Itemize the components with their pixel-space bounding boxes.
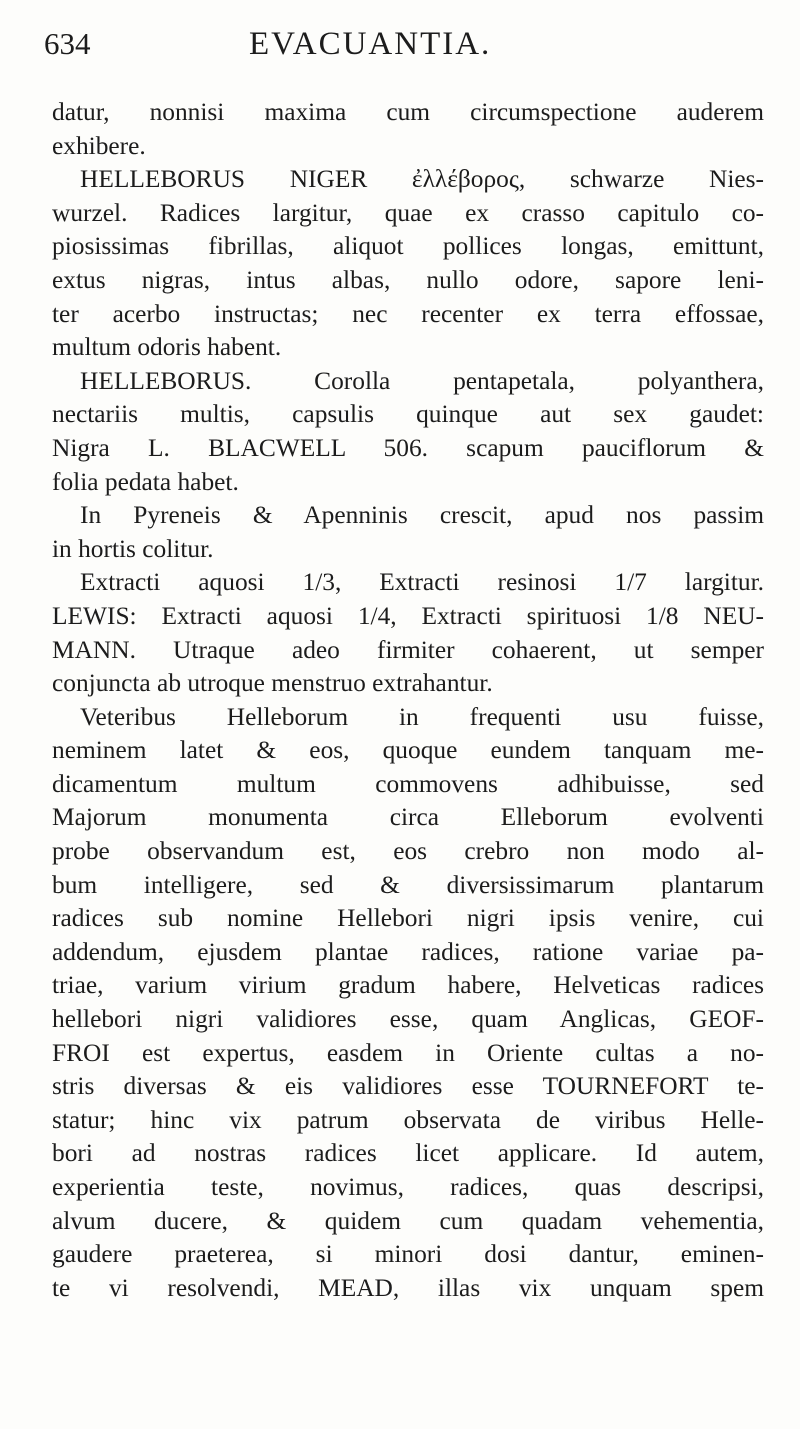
text-line: folia pedata habet. [52, 467, 239, 496]
text-line: ter acerbo instructas; nec recenter ex terra effossae, [52, 299, 764, 328]
text-line: piosissimas fibrillas, aliquot pollices longas, emittunt, [52, 232, 764, 261]
text-line: multum odoris habent. [52, 333, 282, 362]
running-title: EVACUANTIA. [249, 26, 492, 62]
text-line: te vi resolvendi, MEAD, illas vix unquam spem [52, 1273, 764, 1302]
text-line: MANN. Utraque adeo firmiter cohaerent, ut semper [52, 635, 764, 664]
text-line: wurzel. Radices largitur, quae ex crasso capitulo co- [52, 198, 764, 227]
text-line: nectariis multis, capsulis quinque aut sex gaudet: [52, 400, 764, 429]
text-line: stris diversas & eis validiores esse TOURNEFORT te- [52, 1072, 764, 1101]
text-line: FROI est expertus, easdem in Oriente cultas a no- [52, 1038, 764, 1067]
body-text [52, 96, 764, 1305]
text-line: statur; hinc vix patrum observata de viribus Helle- [52, 1105, 764, 1134]
text-line: triae, varium virium gradum habere, Helveticas radices [52, 971, 764, 1000]
text-line: LEWIS: Extracti aquosi 1/4, Extracti spirituosi 1/8 NEU- [52, 601, 764, 630]
text-line: exhibere. [52, 131, 146, 160]
text-line: Veteribus Helleborum in frequenti usu fuisse, [80, 702, 764, 731]
text-line: bum intelligere, sed & diversissimarum plantarum [52, 870, 764, 899]
text-line: bori ad nostras radices licet applicare. Id autem, [52, 1139, 764, 1168]
text-line: HELLEBORUS NIGER ἐλλέβορος, schwarze Nies- [80, 165, 764, 194]
text-line: alvum ducere, & quidem cum quadam vehementia, [52, 1206, 764, 1235]
page-header [44, 26, 764, 70]
text-line: extus nigras, intus albas, nullo odore, sapore leni- [52, 265, 764, 294]
text-line: neminem latet & eos, quoque eundem tanquam me- [52, 736, 764, 765]
text-line: radices sub nomine Hellebori nigri ipsis venire, cui [52, 904, 764, 933]
text-line: experientia teste, novimus, radices, quas descripsi, [52, 1173, 764, 1201]
text-line: probe observandum est, eos crebro non modo al- [52, 837, 764, 866]
text-line: Nigra L. BLACWELL 506. scapum pauciflorum & [52, 433, 764, 462]
text-line: addendum, ejusdem plantae radices, ratione variae pa- [52, 937, 764, 966]
text-line: Extracti aquosi 1/3, Extracti resinosi 1/7 largitur. [80, 568, 764, 597]
text-line: datur, nonnisi maxima cum circumspectione auderem [52, 98, 764, 126]
text-line: dicamentum multum commovens adhibuisse, sed [52, 769, 764, 798]
page-number: 634 [44, 26, 91, 61]
text-line: hellebori nigri validiores esse, quam Anglicas, GEOF- [52, 1005, 764, 1034]
text-line: Majorum monumenta circa Elleborum evolventi [52, 803, 764, 832]
text-line: HELLEBORUS. Corolla pentapetala, polyanthera, [80, 366, 764, 395]
text-line: gaudere praeterea, si minori dosi dantur, eminen- [52, 1240, 764, 1269]
text-line: in hortis colitur. [52, 534, 214, 563]
text-line: In Pyreneis & Apenninis crescit, apud nos passim [80, 501, 764, 530]
text-line: conjuncta ab utroque menstruo extrahantur. [52, 669, 493, 698]
